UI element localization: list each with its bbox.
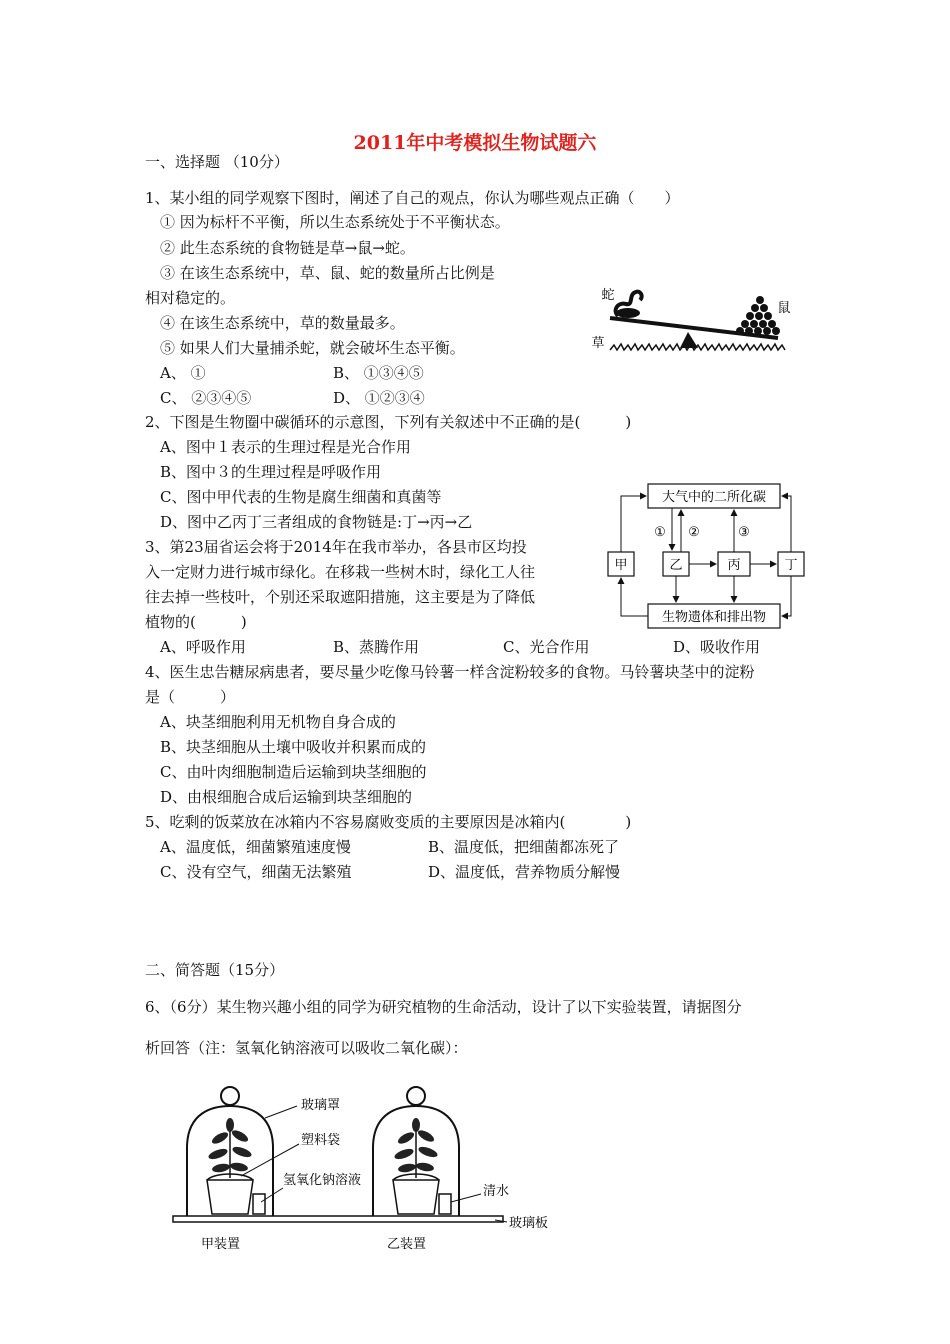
arrow-ding-to-remains [782, 576, 791, 616]
flowerpot-a-icon [207, 1180, 253, 1214]
bell-jar-b-knob-icon [407, 1087, 425, 1105]
q1-statement-5: ⑤ 如果人们大量捕杀蛇，就会破坏生态平衡。 [160, 339, 465, 357]
naoh-beaker-icon [253, 1194, 265, 1214]
mouse-pile-icon [736, 296, 780, 335]
q1-option-b: B、 ①③④⑤ [333, 364, 424, 382]
q6-line-2: 析回答（注：氢氧化钠溶液可以吸收二氧化碳）： [145, 1039, 468, 1057]
label-glass-cover: 玻璃罩 [301, 1098, 341, 1113]
q5-option-d: D、温度低，营养物质分解慢 [428, 863, 621, 881]
snake-coil-icon [616, 308, 640, 318]
q1-option-a: A、 ① [160, 364, 206, 382]
q2-carbon-cycle-figure [600, 478, 812, 630]
q1-statement-4: ④ 在该生态系统中，草的数量最多。 [160, 314, 405, 332]
label-clear-water: 清水 [483, 1184, 510, 1199]
q1-statement-3-cont: 相对稳定的。 [145, 289, 236, 307]
label-plastic-bag: 塑料袋 [301, 1133, 341, 1148]
q3-option-a: A、呼吸作用 [160, 638, 246, 656]
q5-option-c: C、没有空气，细菌无法繁殖 [160, 863, 352, 881]
label-process-3: ③ [738, 525, 750, 540]
q5-option-b: B、温度低，把细菌都冻死了 [428, 838, 620, 856]
q4-line-1: 4、医生忠告糖尿病患者，要尽量少吃像马铃薯一样含淀粉较多的食物。马铃薯块茎中的淀粉 [145, 663, 755, 681]
q5-stem: 5、吃剩的饭菜放在冰箱内不容易腐败变质的主要原因是冰箱内( ) [145, 813, 632, 831]
q3-line-3: 往去掉一些枝叶，个别还采取遮阳措施，这主要是为了降低 [145, 588, 536, 606]
water-beaker-icon [439, 1194, 451, 1214]
box-bing-label: 丙 [727, 558, 741, 573]
arrow-jia-to-atmosphere [621, 496, 646, 552]
q1-option-c: C、 ②③④⑤ [160, 389, 252, 407]
q1-statement-1: ① 因为标杆不平衡，所以生态系统处于不平衡状态。 [160, 213, 510, 231]
label-snake: 蛇 [601, 288, 615, 303]
label-naoh-solution: 氢氧化钠溶液 [283, 1173, 362, 1188]
box-jia-label: 甲 [614, 558, 628, 573]
q3-line-2: 入一定财力进行城市绿化。在移栽一些树木时，绿化工人往 [145, 563, 536, 581]
q3-line-1: 3、第23届省运会将于2014年在我市举办，各县市区均投 [145, 538, 527, 556]
q4-option-b: B、块茎细胞从土壤中吸收并积累而成的 [160, 738, 427, 756]
label-apparatus-yi: 乙装置 [387, 1237, 427, 1252]
box-atmosphere-co2-label: 大气中的二所化碳 [661, 490, 767, 505]
q4-line-2: 是（ ） [145, 688, 236, 706]
label-process-1: ① [654, 525, 666, 540]
bell-jar-a-knob-icon [221, 1087, 239, 1105]
label-glass-plate: 玻璃板 [509, 1216, 549, 1231]
q2-option-c: C、图中甲代表的生物是腐生细菌和真菌等 [160, 488, 442, 506]
box-remains-excreta-label: 生物遗体和排出物 [661, 610, 767, 625]
grass-icon [610, 344, 785, 350]
q5-option-a: A、温度低，细菌繁殖速度慢 [160, 838, 351, 856]
label-apparatus-jia: 甲装置 [201, 1237, 241, 1252]
q6-apparatus-figure [165, 1078, 565, 1256]
q1-stem: 1、某小组的同学观察下图时，阐述了自己的观点，你认为哪些观点正确（ ） [145, 189, 680, 207]
q2-option-b: B、图中３的生理过程是呼吸作用 [160, 463, 382, 481]
section-1-heading: 一、选择题 （10分） [145, 153, 289, 171]
leader-water [451, 1194, 481, 1202]
box-ding-label: 丁 [784, 558, 798, 573]
arrow-remains-to-jia [621, 578, 648, 616]
section-2-heading: 二、简答题（15分） [145, 961, 285, 979]
q6-line-1: 6、（6分）某生物兴趣小组的同学为研究植物的生命活动，设计了以下实验装置，请据图分 [145, 998, 742, 1016]
glass-plate [173, 1216, 503, 1222]
q4-option-c: C、由叶肉细胞制造后运输到块茎细胞的 [160, 763, 427, 781]
q1-option-d: D、 ①②③④ [333, 389, 425, 407]
q4-option-a: A、块茎细胞利用无机物自身合成的 [160, 713, 396, 731]
arrow-ding-to-atmosphere [782, 496, 791, 552]
q2-stem: 2、下图是生物圈中碳循环的示意图，下列有关叙述中不正确的是( ) [145, 413, 632, 431]
q1-statement-2: ② 此生态系统的食物链是草→鼠→蛇。 [160, 239, 415, 257]
q2-option-d: D、图中乙丙丁三者组成的食物链是:丁→丙→乙 [160, 513, 473, 531]
q3-option-c: C、光合作用 [503, 638, 590, 656]
flowerpot-b-icon [393, 1180, 439, 1214]
leader-bag [241, 1144, 299, 1176]
page-title: 2011年中考模拟生物试题六 [353, 132, 597, 154]
leader-cover [265, 1106, 297, 1118]
label-process-2: ② [688, 525, 700, 540]
q3-option-b: B、蒸腾作用 [333, 638, 420, 656]
q3-option-d: D、吸收作用 [673, 638, 761, 656]
q3-line-4: 植物的( ) [145, 613, 247, 631]
box-yi-label: 乙 [669, 558, 683, 573]
q1-seesaw-figure [588, 280, 793, 360]
label-grass: 草 [591, 336, 605, 351]
q1-statement-3: ③ 在该生态系统中，草、鼠、蛇的数量所占比例是 [160, 264, 495, 282]
label-mouse: 鼠 [777, 301, 791, 316]
q2-option-a: A、图中１表示的生理过程是光合作用 [160, 438, 411, 456]
q4-option-d: D、由根细胞合成后运输到块茎细胞的 [160, 788, 413, 806]
